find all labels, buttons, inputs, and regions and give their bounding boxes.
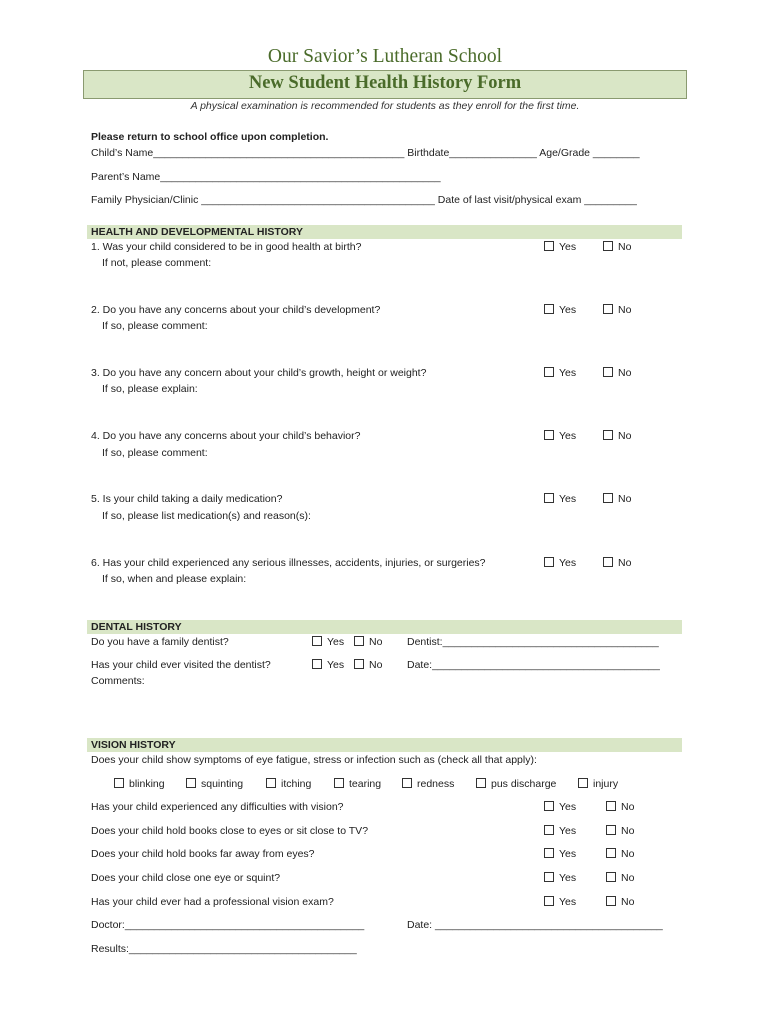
question-subtext: If not, please comment: [102,257,212,269]
dentist-yes-checkbox[interactable]: Yes [312,636,344,648]
question-text: 6. Has your child experienced any serious illnesses, accidents, injuries, or surgeries? [91,557,486,569]
health-heading: HEALTH AND DEVELOPMENTAL HISTORY [91,226,303,238]
physician-field[interactable]: Family Physician/Clinic ________________________________________ Date of last visit/physical exam _________ [91,194,637,206]
yes-checkbox[interactable]: Yes [544,304,576,316]
checkbox-icon [354,636,364,646]
checkbox-icon [544,896,554,906]
question-text: Does your child close one eye or squint? [91,872,281,884]
question-text: Has your child ever had a professional vision exam? [91,896,334,908]
symptom-checkbox-squinting[interactable]: squinting [186,778,243,790]
checkbox-icon [114,778,124,788]
checkbox-icon [603,493,613,503]
symptom-checkbox-redness[interactable]: redness [402,778,454,790]
checkbox-icon [603,304,613,314]
question-text: 5. Is your child taking a daily medication? [91,493,283,505]
yes-checkbox[interactable]: Yes [544,872,576,884]
no-checkbox[interactable]: No [606,848,634,860]
no-checkbox[interactable]: No [603,557,631,569]
checkbox-icon [312,636,322,646]
checkbox-icon [544,557,554,567]
no-checkbox[interactable]: No [606,872,634,884]
question-text: Has your child experienced any difficulties with vision? [91,801,344,813]
form-title: New Student Health History Form [248,73,522,93]
checkbox-icon [606,896,616,906]
yes-checkbox[interactable]: Yes [544,430,576,442]
checkbox-icon [544,493,554,503]
symptom-checkbox-blinking[interactable]: blinking [114,778,165,790]
no-checkbox[interactable]: No [603,304,631,316]
checkbox-icon [544,304,554,314]
symptom-checkbox-injury[interactable]: injury [578,778,618,790]
checkbox-icon [544,241,554,251]
no-checkbox[interactable]: No [603,241,631,253]
checkbox-icon [334,778,344,788]
question-text: Does your child hold books close to eyes or sit close to TV? [91,825,369,837]
school-name: Our Savior’s Lutheran School [267,46,503,67]
checkbox-icon [544,367,554,377]
checkbox-icon [606,825,616,835]
question-text: Does your child hold books far away from eyes? [91,848,315,860]
checkbox-icon [606,848,616,858]
symptom-checkbox-tearing[interactable]: tearing [334,778,381,790]
vision-heading: VISION HISTORY [91,739,176,751]
dental-comments-label: Comments: [91,675,145,687]
yes-checkbox[interactable]: Yes [544,848,576,860]
checkbox-icon [603,430,613,440]
checkbox-icon [606,801,616,811]
checkbox-icon [402,778,412,788]
checkbox-icon [544,848,554,858]
question-subtext: If so, please comment: [102,447,208,459]
checkbox-icon [266,778,276,788]
no-checkbox[interactable]: No [603,367,631,379]
question-text: 4. Do you have any concerns about your child’s behavior? [91,430,361,442]
checkbox-icon [603,367,613,377]
yes-checkbox[interactable]: Yes [544,801,576,813]
dental-date-field[interactable]: Date:_______________________________________ [407,659,660,671]
dental-heading: DENTAL HISTORY [91,621,182,633]
visited-no-checkbox[interactable]: No [354,659,382,671]
yes-checkbox[interactable]: Yes [544,557,576,569]
dental-question-text: Do you have a family dentist? [91,636,229,648]
vision-date-field[interactable]: Date: _______________________________________ [407,919,663,931]
results-field[interactable]: Results:_______________________________________ [91,943,357,955]
no-checkbox[interactable]: No [603,430,631,442]
symptom-checkbox-pus-discharge[interactable]: pus discharge [476,778,556,790]
question-text: 2. Do you have any concerns about your child’s development? [91,304,381,316]
dental-question-text: Has your child ever visited the dentist? [91,659,271,671]
symptom-checkbox-itching[interactable]: itching [266,778,311,790]
dentist-field[interactable]: Dentist:_____________________________________ [407,636,659,648]
checkbox-icon [544,801,554,811]
checkbox-icon [186,778,196,788]
question-subtext: If so, please comment: [102,320,208,332]
form-subtitle: A physical examination is recommended for students as they enroll for the first time. [190,100,580,112]
checkbox-icon [544,430,554,440]
no-checkbox[interactable]: No [603,493,631,505]
checkbox-icon [312,659,322,669]
yes-checkbox[interactable]: Yes [544,241,576,253]
checkbox-icon [603,241,613,251]
no-checkbox[interactable]: No [606,801,634,813]
return-note: Please return to school office upon completion. [91,131,329,143]
checkbox-icon [476,778,486,788]
checkbox-icon [354,659,364,669]
parent-name-field[interactable]: Parent’s Name________________________________________________ [91,171,441,183]
yes-checkbox[interactable]: Yes [544,493,576,505]
doctor-field[interactable]: Doctor:_________________________________________ [91,919,365,931]
no-checkbox[interactable]: No [606,896,634,908]
checkbox-icon [578,778,588,788]
vision-intro: Does your child show symptoms of eye fatigue, stress or infection such as (check all that apply): [91,754,537,766]
checkbox-icon [603,557,613,567]
child-name-field[interactable]: Child’s Name___________________________________________ Birthdate_______________ Age/Grade ________ [91,147,640,159]
yes-checkbox[interactable]: Yes [544,825,576,837]
no-checkbox[interactable]: No [606,825,634,837]
yes-checkbox[interactable]: Yes [544,896,576,908]
question-subtext: If so, please list medication(s) and reason(s): [102,510,311,522]
checkbox-icon [544,825,554,835]
vision-section-band [87,738,682,752]
checkbox-icon [606,872,616,882]
question-text: 3. Do you have any concern about your child’s growth, height or weight? [91,367,427,379]
checkbox-icon [544,872,554,882]
visited-yes-checkbox[interactable]: Yes [312,659,344,671]
yes-checkbox[interactable]: Yes [544,367,576,379]
question-subtext: If so, please explain: [102,383,198,395]
dentist-no-checkbox[interactable]: No [354,636,382,648]
question-text: 1. Was your child considered to be in good health at birth? [91,241,362,253]
question-subtext: If so, when and please explain: [102,573,247,585]
